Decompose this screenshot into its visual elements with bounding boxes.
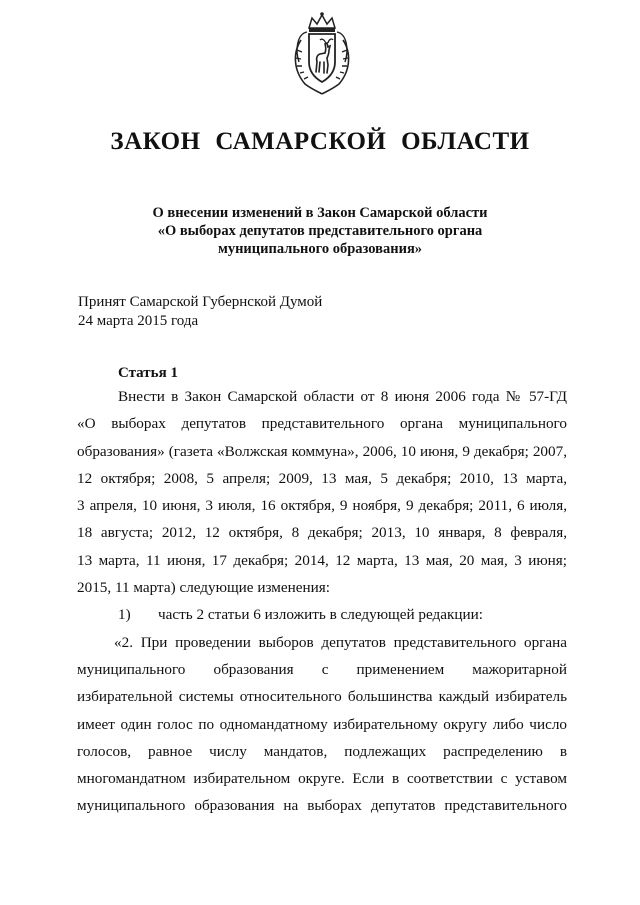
law-subject: [110, 204, 530, 258]
adoption-info: [78, 293, 322, 331]
text-line: образования» (газета «Волжская коммуна», 2006, 10 июня, 9 декабря; 2007,: [77, 442, 567, 460]
adoption-date: 24 марта 2015 года: [78, 313, 199, 329]
text-line: 12 октября; 2008, 5 апреля; 2009, 13 мая, 5 декабря; 2010, 13 марта,: [77, 469, 567, 487]
text-line: 2015, 11 марта) следующие изменения:: [77, 579, 330, 597]
text-line: муниципального образования с применением мажоритарной: [77, 660, 567, 678]
article-body: [77, 383, 567, 820]
text-line: голосов, равное числу мандатов, подлежащих распределению в: [77, 742, 567, 760]
text-line: 3 апреля, 10 июня, 3 июля, 16 октября, 9 ноября, 9 декабря; 2011, 6 июля,: [77, 497, 567, 515]
text-line: 18 августа; 2012, 12 октября, 8 декабря; 2013, 10 января, 8 февраля,: [77, 524, 567, 542]
text-line: «2. При проведении выборов депутатов представительного органа: [114, 633, 567, 651]
text-line: избирательной системы относительного большинства каждый избиратель: [77, 688, 567, 706]
adoption-body: Принят Самарской Губернской Думой: [78, 294, 323, 310]
subject-line: О внесении изменений в Закон Самарской области: [152, 205, 488, 221]
text-line: Внести в Закон Самарской области от 8 июня 2006 года № 57-ГД: [118, 388, 567, 405]
coat-of-arms-icon: [289, 10, 355, 96]
subject-line: муниципального образования»: [217, 241, 423, 257]
text-line: 13 марта, 11 июня, 17 декабря; 2014, 12 марта, 13 мая, 20 мая, 3 июня;: [77, 551, 567, 569]
item-text: часть 2 статьи 6 изложить в следующей редакции:: [158, 606, 484, 624]
text-line: многомандатном избирательном округе. Если в соответствии с уставом: [77, 770, 567, 788]
subject-line: «О выборах депутатов представительного органа: [157, 223, 483, 239]
text-line: «О выборах депутатов представительного органа муниципального: [77, 415, 567, 433]
text-line: муниципального образования на выборах депутатов представительного: [77, 797, 567, 815]
article-heading: Статья 1: [118, 365, 178, 381]
law-title: ЗАКОН САМАРСКОЙ ОБЛАСТИ: [110, 128, 530, 155]
item-number: 1): [118, 606, 131, 624]
text-line: имеет один голос по одномандатному избирательному округу либо число: [77, 715, 567, 733]
list-item: [77, 601, 567, 628]
